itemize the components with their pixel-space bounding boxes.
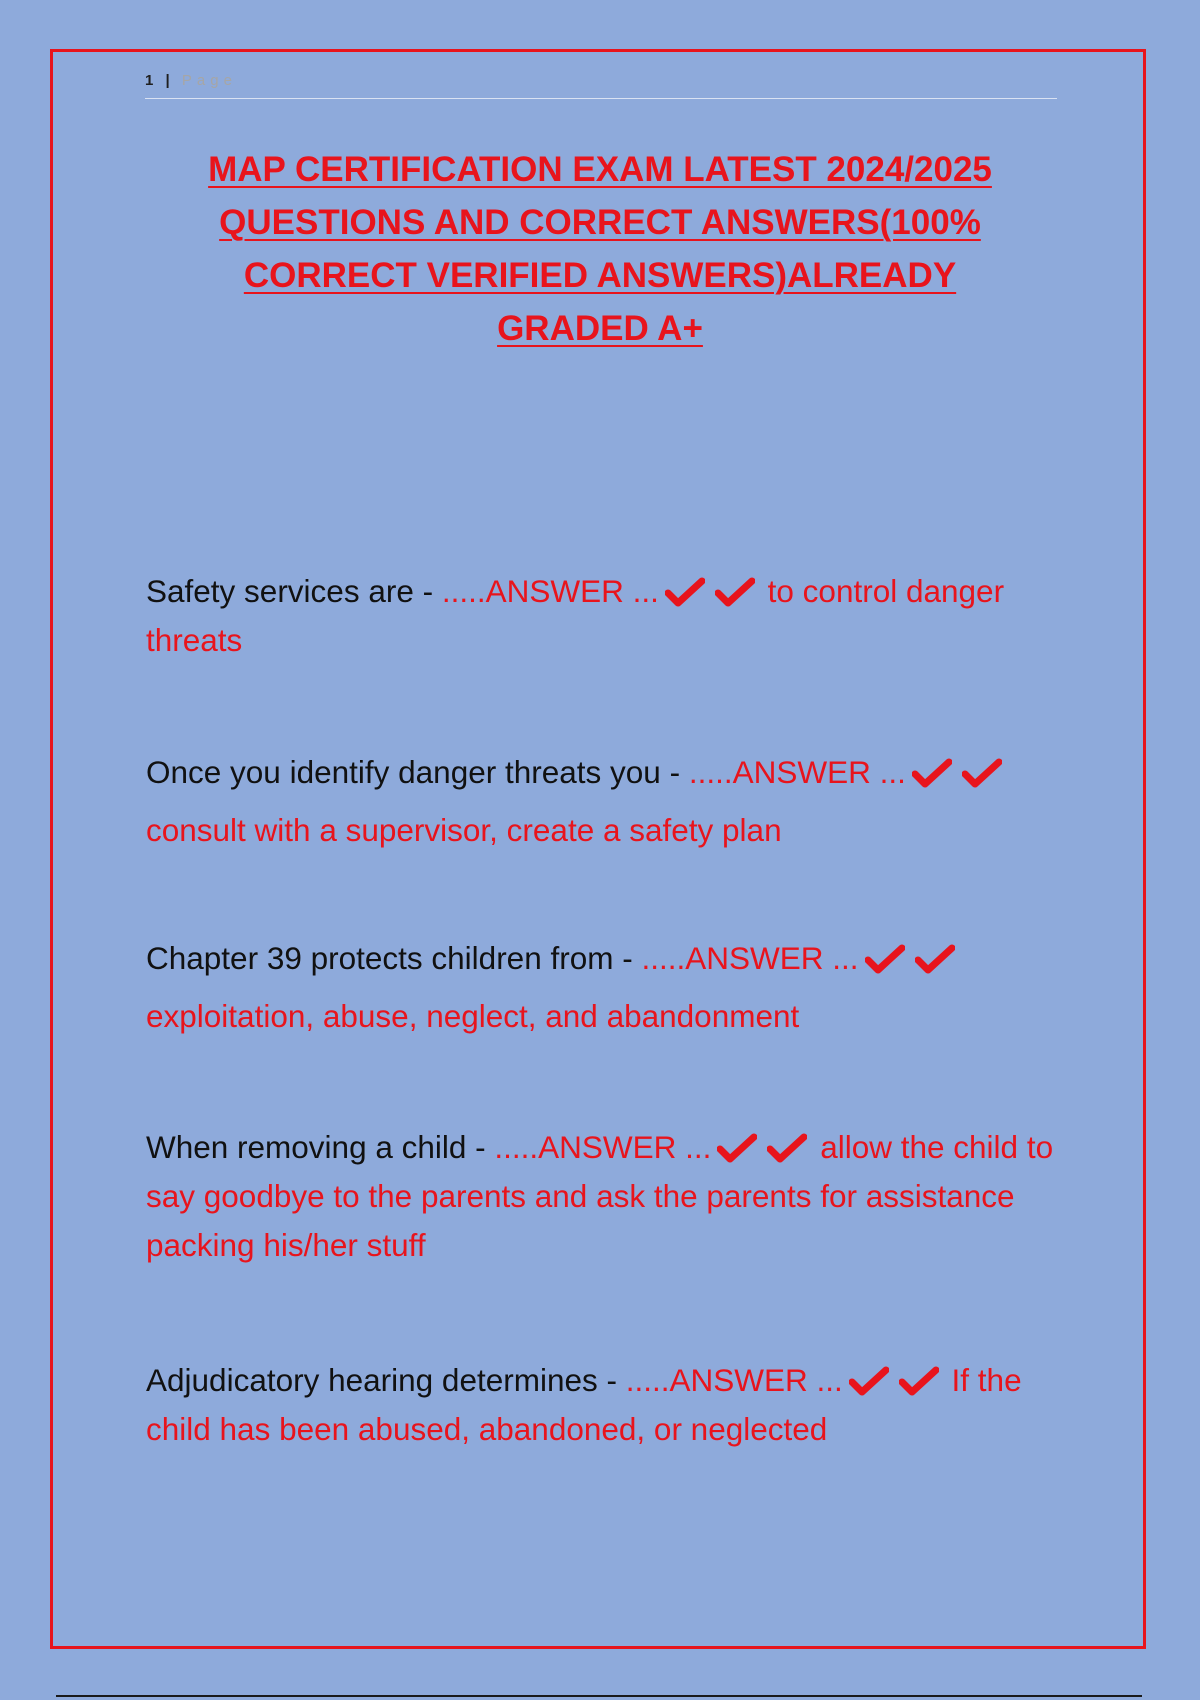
title-line: CORRECT VERIFIED ANSWERS)ALREADY <box>243 256 957 295</box>
document-title <box>140 143 1060 355</box>
page-label: Page <box>181 72 237 89</box>
checkmark-icon <box>899 1366 939 1396</box>
checkmark-icon <box>912 758 952 788</box>
answer-text: consult with a supervisor, create a safety plan <box>146 812 782 848</box>
question-text: Safety services are - <box>146 573 442 609</box>
page-separator: | <box>165 72 173 89</box>
footer-rule <box>56 1695 1142 1697</box>
checkmark-icon <box>915 944 955 974</box>
checkmark-icon <box>849 1366 889 1396</box>
qa-item <box>146 567 1056 665</box>
title-line: GRADED A+ <box>497 309 703 348</box>
answer-text: exploitation, abuse, neglect, and abandonment <box>146 998 800 1034</box>
checkmark-icon <box>665 577 705 607</box>
answer-text: allow the child to say goodbye to the parents and ask the parents for assistance packing his/her stuff <box>146 1129 1054 1263</box>
answer-text: If the child has been abused, abandoned, or neglected <box>146 1362 1022 1447</box>
question-text: Once you identify danger threats you - <box>146 754 689 790</box>
page-number: 1 <box>145 72 157 89</box>
answer-marker: .....ANSWER ... <box>625 1362 843 1398</box>
qa-item <box>146 929 1056 1045</box>
checkmark-icon <box>717 1133 757 1163</box>
question-text: Chapter 39 protects children from - <box>146 940 642 976</box>
answer-marker: .....ANSWER ... <box>641 940 859 976</box>
answer-marker: .....ANSWER ... <box>441 573 659 609</box>
checkmark-icon <box>962 758 1002 788</box>
qa-item <box>146 743 1056 859</box>
checkmark-icon <box>767 1133 807 1163</box>
answer-marker: .....ANSWER ... <box>494 1129 712 1165</box>
checkmark-icon <box>865 944 905 974</box>
title-line: QUESTIONS AND CORRECT ANSWERS(100% <box>219 203 981 242</box>
checkmark-icon <box>715 577 755 607</box>
question-text: When removing a child - <box>146 1129 495 1165</box>
page-header <box>145 70 1057 99</box>
qa-item <box>146 1123 1056 1270</box>
title-line: MAP CERTIFICATION EXAM LATEST 2024/2025 <box>208 150 992 189</box>
answer-marker: .....ANSWER ... <box>688 754 906 790</box>
answer-text: to control danger threats <box>146 573 1005 658</box>
qa-item <box>146 1356 1056 1454</box>
question-text: Adjudicatory hearing determines - <box>146 1362 626 1398</box>
